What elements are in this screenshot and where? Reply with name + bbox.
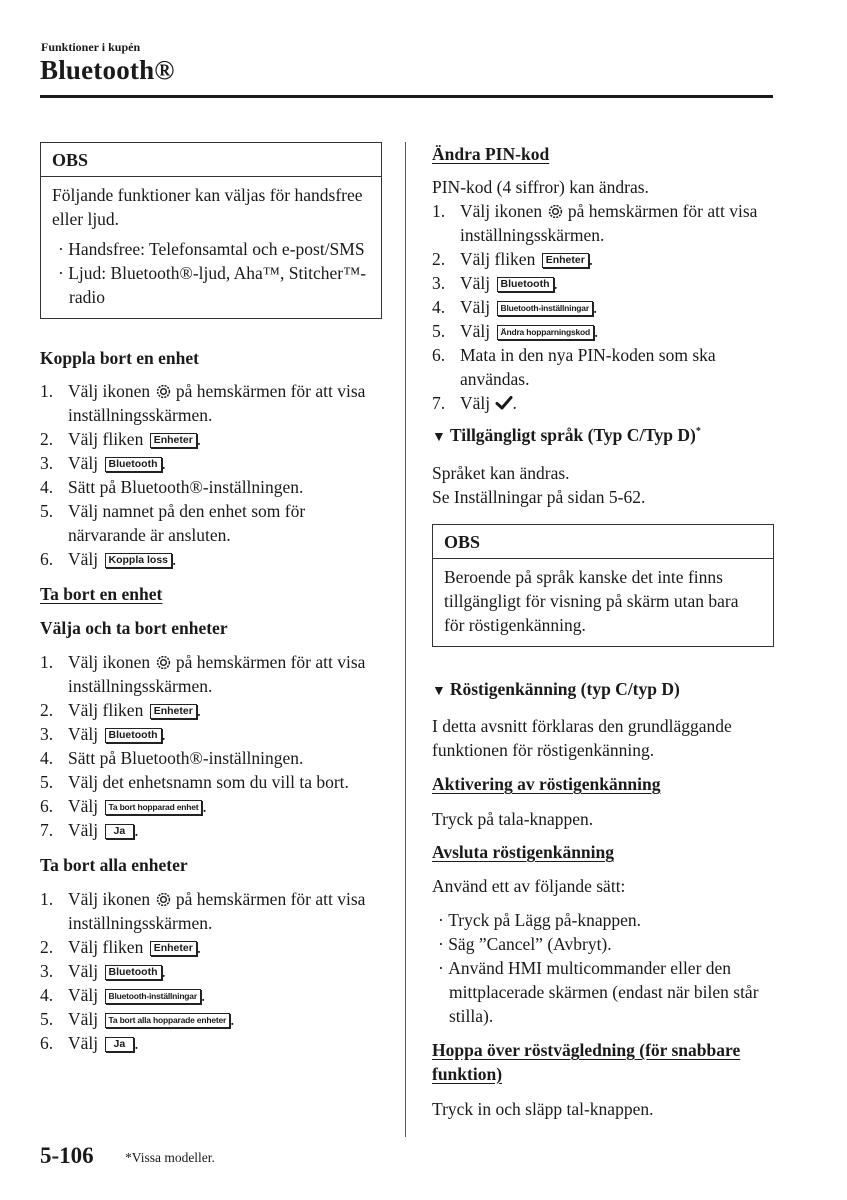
- step: 5. Välj Ändra hopparningskod .: [432, 321, 599, 341]
- remove-subheading: Välja och ta bort enheter: [40, 618, 228, 638]
- end-bullets: [432, 908, 774, 1028]
- end-bullet: · Säg ”Cancel” (Avbryt).: [438, 934, 612, 954]
- language-heading: ▼ Tillgängligt språk (Typ C/Typ D)*: [432, 425, 701, 445]
- obs-title: OBS: [41, 143, 381, 177]
- step: 7. Välj Ja .: [40, 820, 139, 840]
- end-intro: Använd ett av följande sätt:: [432, 876, 626, 896]
- andra-hopparningskod-button[interactable]: Ändra hopparningskod: [497, 325, 595, 340]
- step: 3. Välj Bluetooth .: [40, 961, 166, 981]
- obs-bullet: · Handsfree: Telefonsamtal och e-post/SMS: [58, 239, 365, 259]
- ja-button[interactable]: Ja: [105, 1037, 135, 1052]
- bluetooth-button[interactable]: Bluetooth: [105, 965, 162, 980]
- column-divider: [405, 142, 406, 1137]
- enheter-tab-button[interactable]: Enheter: [150, 941, 197, 956]
- bluetooth-button[interactable]: Bluetooth: [497, 277, 554, 292]
- step: 4. Välj Bluetooth-inställningar .: [432, 297, 598, 317]
- step: 7. Välj .: [432, 393, 517, 413]
- gear-icon: [548, 204, 563, 219]
- step: 4. Sätt på Bluetooth®-inställningen.: [40, 477, 304, 497]
- triangle-down-icon: ▼: [432, 684, 446, 699]
- gear-icon: [156, 892, 171, 907]
- ja-button[interactable]: Ja: [105, 824, 135, 839]
- step: 6. Mata in den nya PIN-koden som ska användas.: [432, 345, 716, 389]
- footnote: *Vissa modeller.: [125, 1150, 215, 1165]
- left-column: [40, 142, 382, 1055]
- enheter-tab-button[interactable]: Enheter: [542, 253, 589, 268]
- voice-heading: ▼ Röstigenkänning (typ C/typ D): [432, 679, 680, 699]
- pin-heading: Ändra PIN-kod: [432, 144, 550, 164]
- pin-intro: PIN-kod (4 siffror) kan ändras.: [432, 177, 649, 197]
- language-text: Språket kan ändras.: [432, 463, 570, 483]
- voice-intro: I detta avsnitt förklaras den grundläggande funktionen för röstigenkänning.: [432, 716, 732, 760]
- bluetooth-button[interactable]: Bluetooth: [105, 728, 162, 743]
- pin-steps: [432, 199, 774, 415]
- page-number: 5-106: [40, 1143, 94, 1168]
- obs-bullet: · Ljud: Bluetooth®-ljud, Aha™, Stitcher™-radio: [58, 263, 367, 307]
- step: 1. Välj ikonen på hemskärmen för att visa inställningsskärmen.: [40, 381, 366, 425]
- step: 4. Sätt på Bluetooth®-inställningen.: [40, 748, 304, 768]
- step: 2. Välj fliken Enheter .: [432, 249, 594, 269]
- language-reference: Se Inställningar på sidan 5-62.: [432, 487, 646, 507]
- step: 4. Välj Bluetooth-inställningar .: [40, 985, 206, 1005]
- step: 3. Välj Bluetooth .: [432, 273, 558, 293]
- ta-bort-alla-button[interactable]: Ta bort alla hopparade enheter: [105, 1013, 231, 1028]
- bluetooth-installningar-button[interactable]: Bluetooth-inställningar: [497, 301, 593, 316]
- step: 1. Välj ikonen på hemskärmen för att visa inställningsskärmen.: [40, 652, 366, 696]
- header-rule: [40, 95, 773, 98]
- disconnect-steps: [40, 379, 382, 571]
- step: 3. Välj Bluetooth .: [40, 453, 166, 473]
- remove-all-heading: Ta bort alla enheter: [40, 855, 188, 875]
- obs-intro: Följande funktioner kan väljas för handsfree eller ljud.: [52, 185, 363, 229]
- bluetooth-button[interactable]: Bluetooth: [105, 457, 162, 472]
- step: 1. Välj ikonen på hemskärmen för att visa inställningsskärmen.: [432, 201, 758, 245]
- enheter-tab-button[interactable]: Enheter: [150, 704, 197, 719]
- triangle-down-icon: ▼: [432, 430, 446, 445]
- gear-icon: [156, 384, 171, 399]
- obs-text: Beroende på språk kanske det inte finns tillgängligt för visning på skärm utan bara för röstigenkänning.: [444, 567, 739, 635]
- step: 5. Välj namnet på den enhet som för närvarande är ansluten.: [40, 501, 306, 545]
- bluetooth-installningar-button[interactable]: Bluetooth-inställningar: [105, 989, 201, 1004]
- step: 2. Välj fliken Enheter .: [40, 700, 202, 720]
- activate-heading: Aktivering av röstigenkänning: [432, 774, 661, 794]
- step: 2. Välj fliken Enheter .: [40, 429, 202, 449]
- step: 6. Välj Ta bort hopparad enhet .: [40, 796, 207, 816]
- end-bullet: · Använd HMI multicommander eller den mittplacerade skärmen (endast när bilen står stilla).: [438, 958, 759, 1026]
- step: 3. Välj Bluetooth .: [40, 724, 166, 744]
- remove-all-steps: [40, 887, 382, 1055]
- obs-note-box: [432, 524, 774, 647]
- right-column: [432, 142, 774, 1121]
- skip-heading: Hoppa över röstvägledning (för snabbare funktion): [432, 1040, 741, 1084]
- obs-body: [433, 559, 773, 646]
- remove-heading: Ta bort en enhet: [40, 584, 163, 604]
- obs-title: OBS: [433, 525, 773, 559]
- step: 5. Välj det enhetsnamn som du vill ta bort.: [40, 772, 349, 792]
- end-bullet: · Tryck på Lägg på-knappen.: [438, 910, 641, 930]
- skip-text: Tryck in och släpp tal-knappen.: [432, 1099, 654, 1119]
- gear-icon: [156, 655, 171, 670]
- remove-steps: [40, 650, 382, 842]
- step: 6. Välj Koppla loss .: [40, 549, 177, 569]
- step: 1. Välj ikonen på hemskärmen för att visa inställningsskärmen.: [40, 889, 366, 933]
- end-heading: Avsluta röstigenkänning: [432, 842, 615, 862]
- disconnect-heading: Koppla bort en enhet: [40, 348, 199, 368]
- checkmark-icon[interactable]: [495, 395, 513, 411]
- step: 6. Välj Ja .: [40, 1033, 139, 1053]
- koppla-loss-button[interactable]: Koppla loss: [105, 553, 173, 568]
- step: 5. Välj Ta bort alla hopparade enheter .: [40, 1009, 235, 1029]
- page-title: Bluetooth®: [40, 55, 175, 85]
- activate-text: Tryck på tala-knappen.: [432, 809, 594, 829]
- obs-note-box: [40, 142, 382, 319]
- step: 2. Välj fliken Enheter .: [40, 937, 202, 957]
- section-label: Funktioner i kupén: [41, 40, 141, 54]
- obs-body: [41, 177, 381, 318]
- enheter-tab-button[interactable]: Enheter: [150, 433, 197, 448]
- ta-bort-hopparad-enhet-button[interactable]: Ta bort hopparad enhet: [105, 800, 203, 815]
